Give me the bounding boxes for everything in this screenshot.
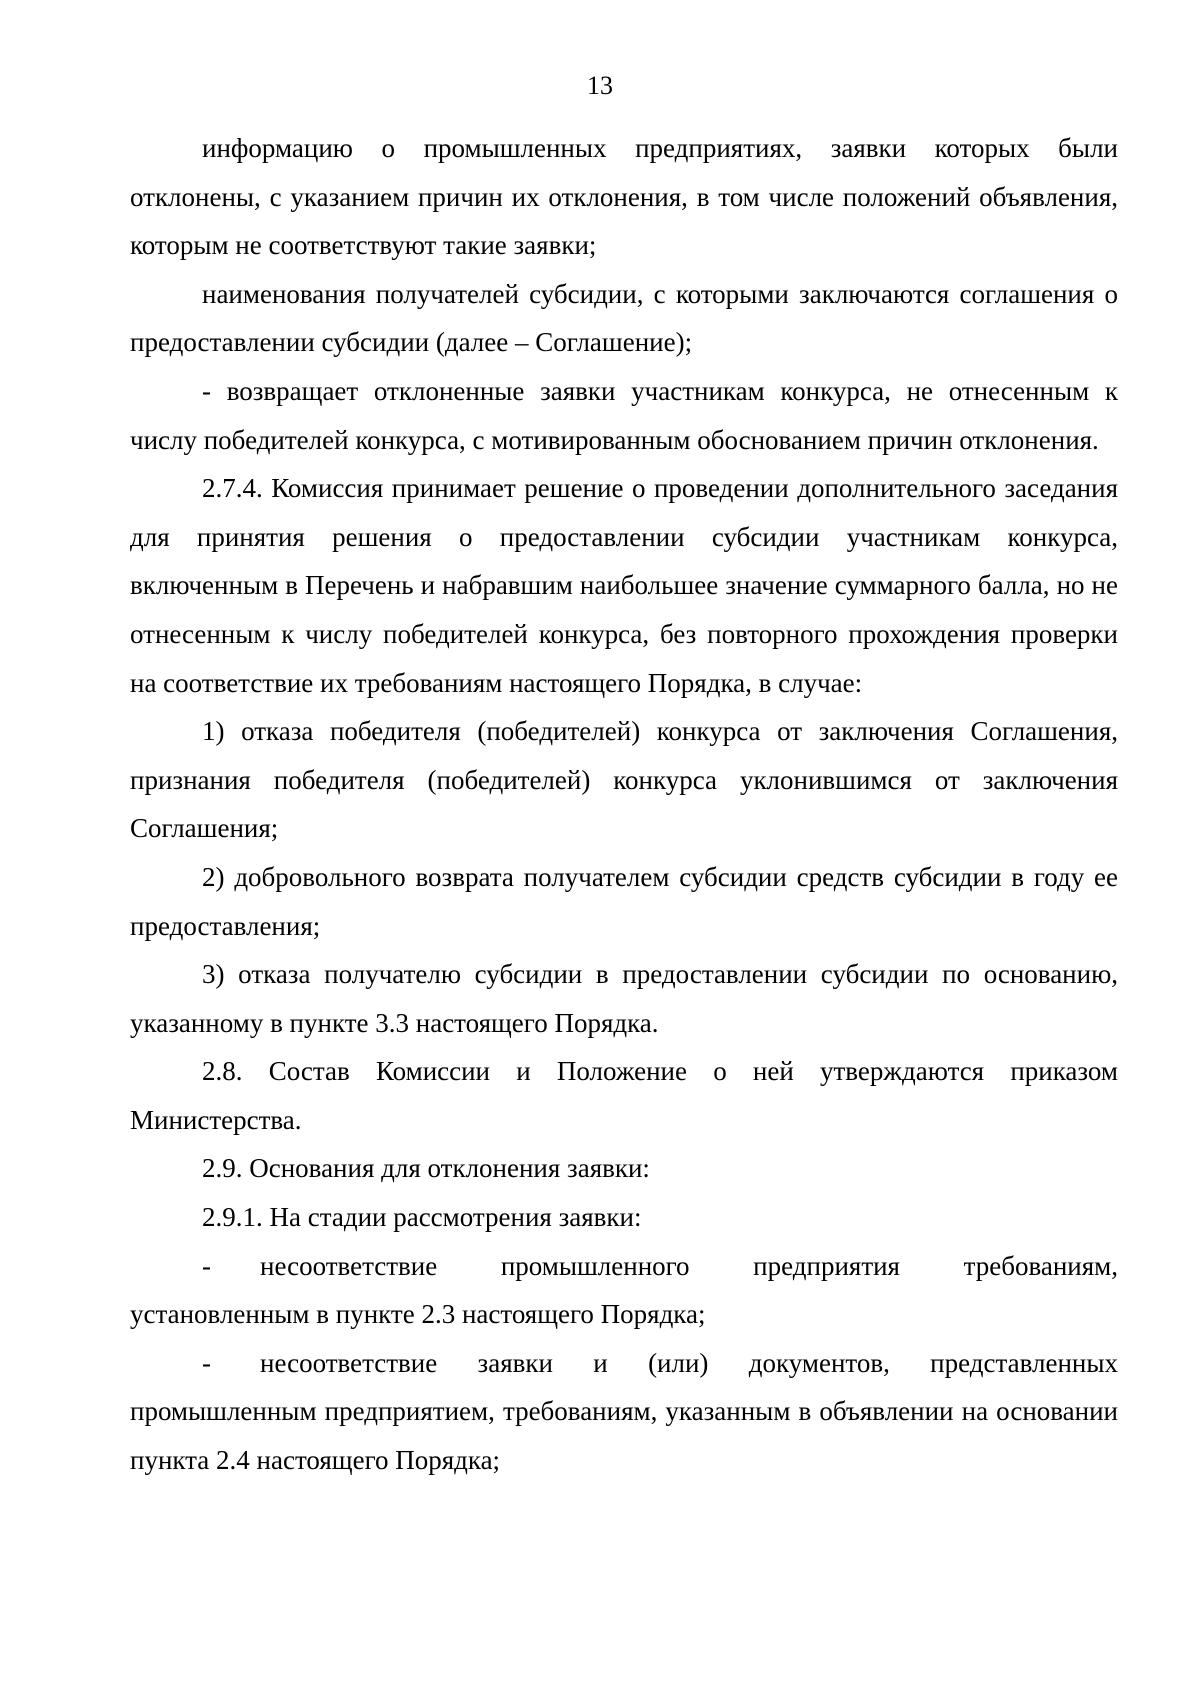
paragraph-case-1: 1) отказа победителя (победителей) конкурса от заключения Соглашения, признания победителя (победителей) конкурса уклонившимся от заключения Соглашения; [130,716,1118,844]
list-item-text: несоответствие промышленного предприятия требованиям, установленным в пункте 2.3 настоящего Порядка; [130,1250,1118,1330]
paragraph-rejected-info: информацию о промышленных предприятиях, заявки которых были отклонены, с указанием причин их отклонения, в том числе положений объявления, которым не соответствуют такие заявки; [130,133,1118,261]
paragraph-recipients-names: наименования получателей субсидии, с которыми заключаются соглашения о предоставлении субсидии (далее – Соглашение); [130,278,1118,358]
paragraph-return-applications: - возвращает отклоненные заявки участникам конкурса, не отнесенным к числу победителей конкурса, с мотивированным обоснованием причин отклонения. [130,375,1118,455]
list-item [130,1339,1118,1485]
list-dash: - [202,1347,211,1378]
paragraph-2-7-4: 2.7.4. Комиссия принимает решение о проведении дополнительного заседания для принятия решения о предоставлении субсидии участникам конкурса, включенным в Перечень и набравшим наибольшее значение суммарного балла, но не отнесенным к числу победителей конкурса, без повторного прохождения проверки на соответствие их требованиям настоящего Порядка, в случае: [130,473,1118,698]
paragraph-case-2: 2) добровольного возврата получателем субсидии средств субсидии в году ее предоставления; [130,861,1118,941]
list-item-text: несоответствие заявки и (или) документов, представленных промышленным предприятием, требованиям, указанным в объявлении на основании пункта 2.4 настоящего Порядка; [130,1347,1118,1476]
list-dash: - [202,1250,211,1281]
paragraph-2-9-1: 2.9.1. На стадии рассмотрения заявки: [202,1202,642,1233]
page-number: 13 [587,71,613,100]
list-item [130,1242,1118,1339]
document-body [130,124,1118,1485]
paragraph-case-3: 3) отказа получателю субсидии в предоставлении субсидии по основанию, указанному в пункте 3.3 настоящего Порядка. [130,959,1118,1038]
paragraph-2-9: 2.9. Основания для отклонения заявки: [202,1153,650,1184]
paragraph-2-8: 2.8. Состав Комиссии и Положение о ней утверждаются приказом Министерства. [130,1056,1118,1135]
